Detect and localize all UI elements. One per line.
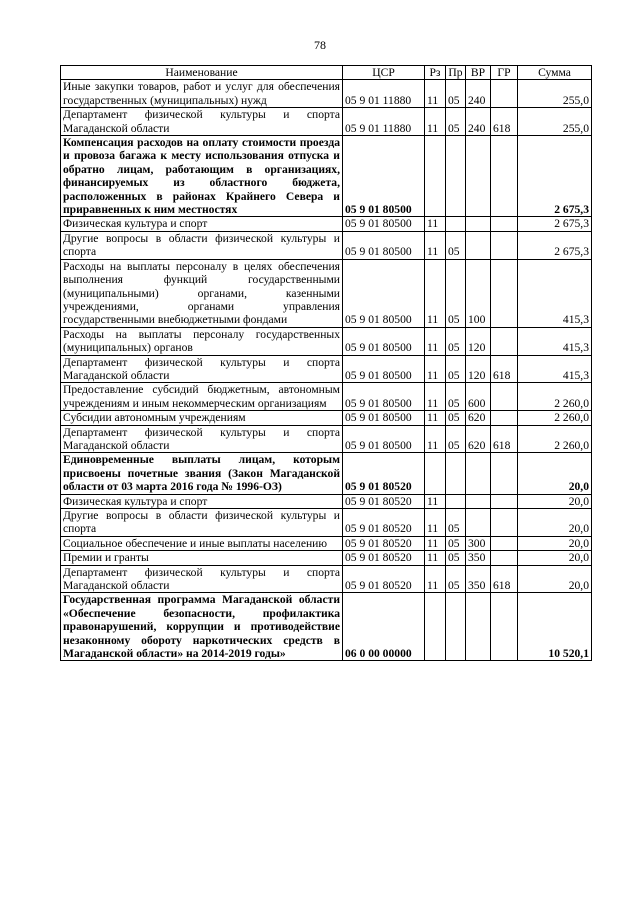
cell-name: Субсидии автономным учреждениям	[61, 411, 343, 425]
table-row	[61, 108, 592, 136]
cell-vr	[466, 509, 491, 537]
page-number: 78	[314, 38, 326, 52]
cell-rz: 11	[425, 80, 446, 108]
cell-rz	[425, 136, 446, 217]
cell-gr	[491, 80, 518, 108]
cell-pr	[446, 453, 466, 494]
header-sum: Сумма	[518, 66, 592, 80]
cell-rz	[425, 453, 446, 494]
cell-rz	[425, 593, 446, 661]
cell-pr: 05	[446, 231, 466, 259]
cell-vr	[466, 494, 491, 508]
cell-pr: 05	[446, 551, 466, 565]
cell-sum: 10 520,1	[518, 593, 592, 661]
cell-sum: 2 260,0	[518, 425, 592, 453]
cell-sum: 2 260,0	[518, 383, 592, 411]
cell-vr	[466, 217, 491, 231]
cell-sum: 20,0	[518, 509, 592, 537]
cell-name: Государственная программа Магаданской области «Обеспечение безопасности, профилактика правонарушений, коррупции и противодействие незаконному обороту наркотических средств в Магаданской области» на 2014-2019 годы»	[61, 593, 343, 661]
cell-csr: 05 9 01 80520	[343, 494, 425, 508]
cell-vr: 600	[466, 383, 491, 411]
table-row	[61, 136, 592, 217]
cell-sum: 20,0	[518, 453, 592, 494]
table-row	[61, 355, 592, 383]
table-row	[61, 494, 592, 508]
cell-sum: 255,0	[518, 108, 592, 136]
cell-rz: 11	[425, 494, 446, 508]
table-row	[61, 425, 592, 453]
cell-name: Социальное обеспечение и иные выплаты населению	[61, 536, 343, 550]
header-gr: ГР	[491, 66, 518, 80]
cell-sum: 20,0	[518, 536, 592, 550]
cell-csr: 05 9 01 80500	[343, 425, 425, 453]
cell-rz: 11	[425, 383, 446, 411]
table-row	[61, 593, 592, 661]
cell-vr: 620	[466, 425, 491, 453]
cell-rz: 11	[425, 536, 446, 550]
cell-name: Другие вопросы в области физической культуры и спорта	[61, 231, 343, 259]
cell-name: Компенсация расходов на оплату стоимости проезда и провоза багажа к месту использования отпуска и обратно лицам, работающим в организациях, финансируемых из областного бюджета, расположенных в районах Крайнего Севера и приравненных к ним местностях	[61, 136, 343, 217]
cell-sum: 255,0	[518, 80, 592, 108]
cell-csr: 05 9 01 80500	[343, 411, 425, 425]
budget-table	[60, 65, 592, 661]
cell-pr	[446, 136, 466, 217]
cell-name: Физическая культура и спорт	[61, 494, 343, 508]
cell-sum: 2 675,3	[518, 136, 592, 217]
cell-rz: 11	[425, 231, 446, 259]
cell-name: Департамент физической культуры и спорта Магаданской области	[61, 108, 343, 136]
cell-sum: 2 675,3	[518, 217, 592, 231]
cell-gr	[491, 509, 518, 537]
table-row	[61, 565, 592, 593]
cell-pr	[446, 593, 466, 661]
header-name: Наименование	[61, 66, 343, 80]
cell-name: Предоставление субсидий бюджетным, автономным учреждениям и иным некоммерческим организациям	[61, 383, 343, 411]
cell-vr: 240	[466, 108, 491, 136]
cell-vr	[466, 136, 491, 217]
cell-gr	[491, 231, 518, 259]
cell-csr: 05 9 01 80500	[343, 355, 425, 383]
cell-pr: 05	[446, 411, 466, 425]
cell-gr: 618	[491, 108, 518, 136]
cell-pr: 05	[446, 383, 466, 411]
cell-csr: 05 9 01 80500	[343, 136, 425, 217]
table-row	[61, 411, 592, 425]
cell-vr	[466, 593, 491, 661]
cell-gr	[491, 217, 518, 231]
cell-rz: 11	[425, 259, 446, 327]
cell-pr: 05	[446, 80, 466, 108]
cell-sum: 20,0	[518, 551, 592, 565]
table-row	[61, 217, 592, 231]
table-row	[61, 231, 592, 259]
cell-rz: 11	[425, 425, 446, 453]
cell-csr: 05 9 01 11880	[343, 80, 425, 108]
cell-pr: 05	[446, 108, 466, 136]
cell-sum: 415,3	[518, 259, 592, 327]
cell-gr	[491, 453, 518, 494]
cell-vr: 120	[466, 355, 491, 383]
table-row	[61, 383, 592, 411]
cell-vr: 120	[466, 327, 491, 355]
cell-gr	[491, 551, 518, 565]
cell-rz: 11	[425, 355, 446, 383]
cell-csr: 05 9 01 11880	[343, 108, 425, 136]
table-row	[61, 551, 592, 565]
cell-csr: 05 9 01 80500	[343, 327, 425, 355]
cell-sum: 2 675,3	[518, 231, 592, 259]
table-body	[61, 80, 592, 661]
cell-pr: 05	[446, 536, 466, 550]
cell-rz: 11	[425, 217, 446, 231]
cell-vr: 350	[466, 565, 491, 593]
cell-name: Иные закупки товаров, работ и услуг для обеспечения государственных (муниципальных) нужд	[61, 80, 343, 108]
cell-pr: 05	[446, 509, 466, 537]
cell-csr: 05 9 01 80520	[343, 509, 425, 537]
cell-name: Другие вопросы в области физической культуры и спорта	[61, 509, 343, 537]
cell-csr: 05 9 01 80520	[343, 551, 425, 565]
cell-name: Департамент физической культуры и спорта Магаданской области	[61, 425, 343, 453]
cell-gr	[491, 593, 518, 661]
cell-sum: 415,3	[518, 355, 592, 383]
cell-name: Расходы на выплаты персоналу государственных (муниципальных) органов	[61, 327, 343, 355]
header-csr: ЦСР	[343, 66, 425, 80]
cell-gr	[491, 136, 518, 217]
cell-csr: 05 9 01 80500	[343, 383, 425, 411]
cell-pr: 05	[446, 327, 466, 355]
cell-name: Расходы на выплаты персоналу в целях обеспечения выполнения функций государственными (муниципальными) органами, казенными учреждениями, органами управления государственными внебюджетными фондами	[61, 259, 343, 327]
cell-pr: 05	[446, 565, 466, 593]
cell-csr: 05 9 01 80520	[343, 453, 425, 494]
cell-sum: 2 260,0	[518, 411, 592, 425]
table-row	[61, 327, 592, 355]
cell-vr: 240	[466, 80, 491, 108]
cell-name: Единовременные выплаты лицам, которым присвоены почетные звания (Закон Магаданской области от 03 марта 2016 года № 1996-ОЗ)	[61, 453, 343, 494]
cell-gr	[491, 259, 518, 327]
cell-name: Премии и гранты	[61, 551, 343, 565]
table-row	[61, 509, 592, 537]
table-header-row	[61, 66, 592, 80]
header-pr: Пр	[446, 66, 466, 80]
cell-vr	[466, 453, 491, 494]
cell-name: Физическая культура и спорт	[61, 217, 343, 231]
table-row	[61, 80, 592, 108]
cell-gr	[491, 536, 518, 550]
cell-csr: 05 9 01 80500	[343, 231, 425, 259]
cell-vr	[466, 231, 491, 259]
cell-sum: 415,3	[518, 327, 592, 355]
cell-gr	[491, 411, 518, 425]
cell-csr: 06 0 00 00000	[343, 593, 425, 661]
table-row	[61, 259, 592, 327]
cell-rz: 11	[425, 327, 446, 355]
cell-sum: 20,0	[518, 565, 592, 593]
cell-name: Департамент физической культуры и спорта Магаданской области	[61, 355, 343, 383]
cell-gr	[491, 327, 518, 355]
cell-gr: 618	[491, 355, 518, 383]
cell-gr: 618	[491, 425, 518, 453]
cell-rz: 11	[425, 411, 446, 425]
cell-csr: 05 9 01 80500	[343, 259, 425, 327]
cell-name: Департамент физической культуры и спорта Магаданской области	[61, 565, 343, 593]
cell-pr: 05	[446, 259, 466, 327]
cell-rz: 11	[425, 551, 446, 565]
cell-pr: 05	[446, 355, 466, 383]
cell-rz: 11	[425, 108, 446, 136]
cell-vr: 350	[466, 551, 491, 565]
table-row	[61, 536, 592, 550]
cell-csr: 05 9 01 80500	[343, 217, 425, 231]
cell-vr: 300	[466, 536, 491, 550]
header-vr: ВР	[466, 66, 491, 80]
cell-pr	[446, 494, 466, 508]
cell-vr: 100	[466, 259, 491, 327]
cell-vr: 620	[466, 411, 491, 425]
cell-sum: 20,0	[518, 494, 592, 508]
cell-csr: 05 9 01 80520	[343, 536, 425, 550]
cell-gr	[491, 494, 518, 508]
header-rz: Рз	[425, 66, 446, 80]
cell-gr: 618	[491, 565, 518, 593]
cell-rz: 11	[425, 509, 446, 537]
cell-gr	[491, 383, 518, 411]
cell-csr: 05 9 01 80520	[343, 565, 425, 593]
cell-pr	[446, 217, 466, 231]
cell-rz: 11	[425, 565, 446, 593]
table-row	[61, 453, 592, 494]
cell-pr: 05	[446, 425, 466, 453]
